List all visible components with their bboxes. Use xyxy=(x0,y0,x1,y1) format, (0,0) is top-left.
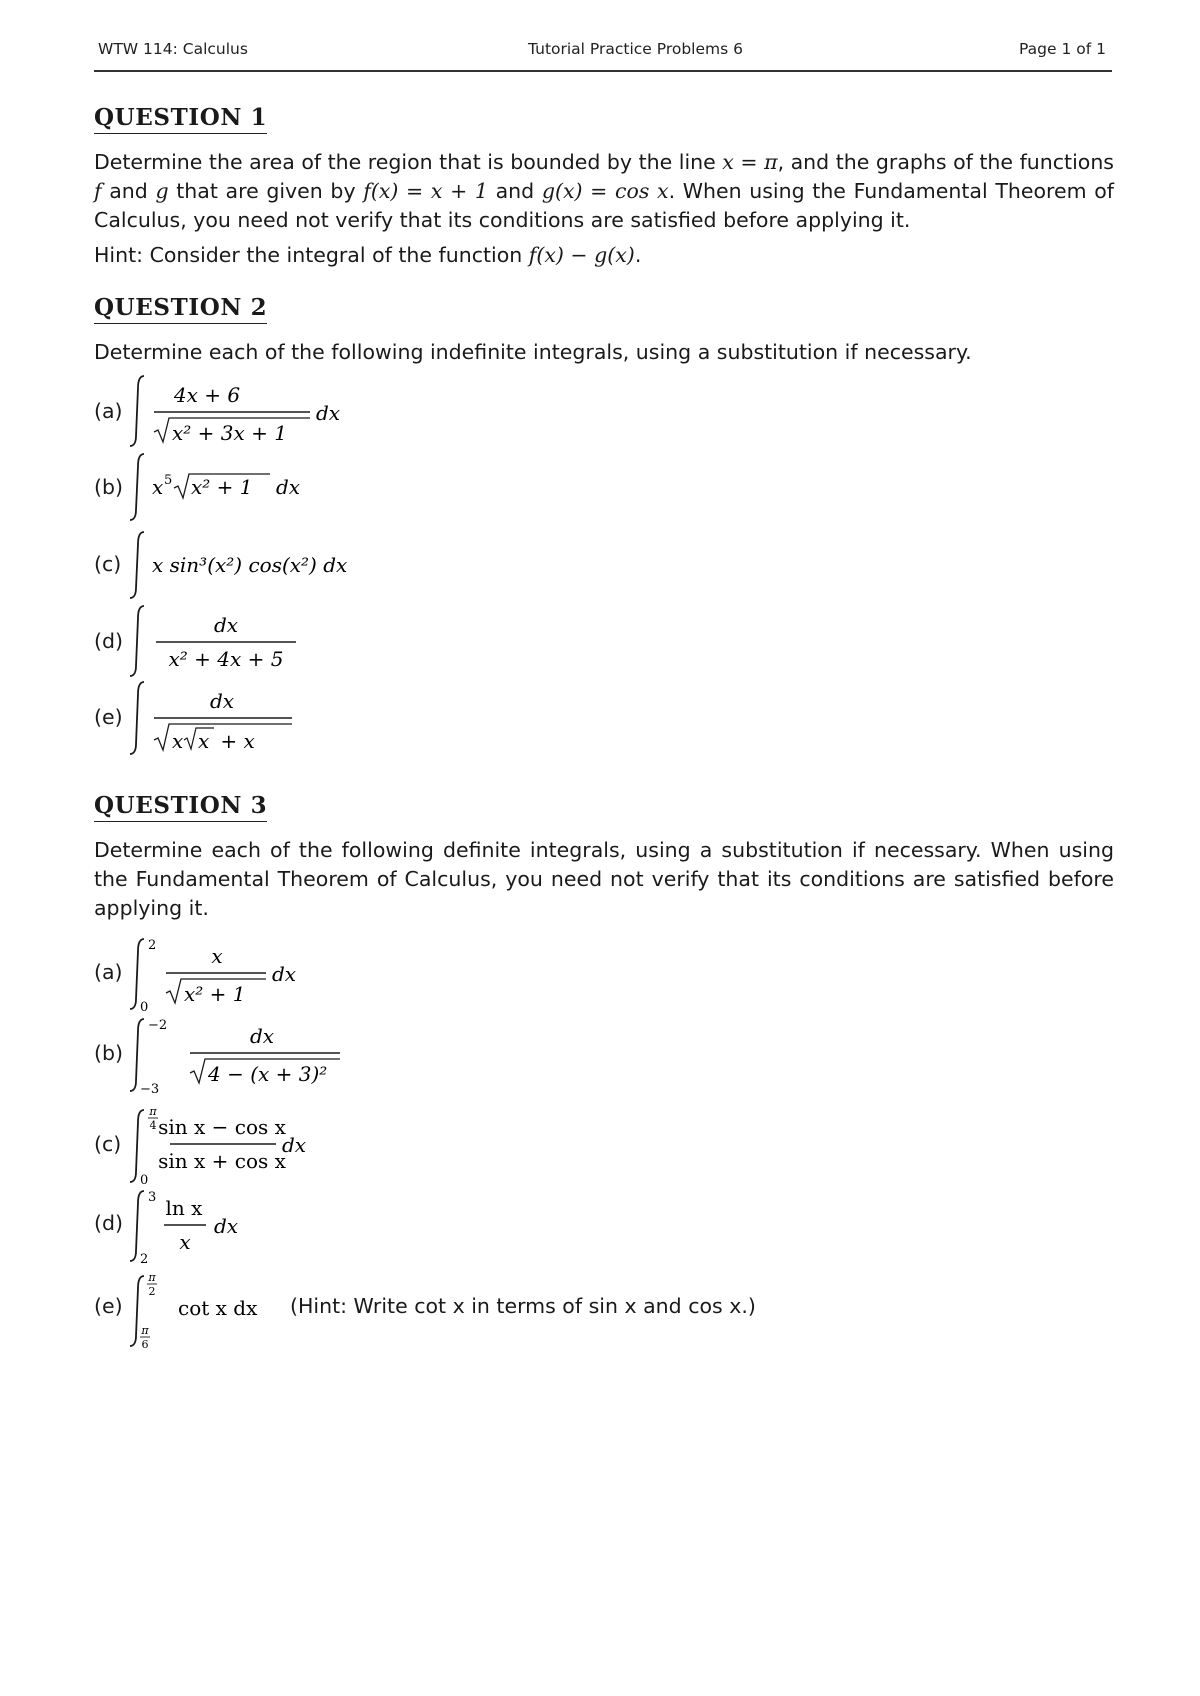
integral-sign xyxy=(130,606,144,676)
q2e-outer-x: x xyxy=(172,729,184,753)
integral-sign xyxy=(130,682,144,754)
q3c-numerator: sin x − cos x xyxy=(158,1115,286,1139)
q2d-label: (d) xyxy=(94,629,124,653)
integral-sign xyxy=(130,1191,144,1261)
q3b-formula xyxy=(130,1015,360,1097)
q3a-label: (a) xyxy=(94,960,123,984)
q2e-tail: + x xyxy=(214,729,255,753)
q3b-denominator: 4 − (x + 3)² xyxy=(208,1062,328,1086)
q3d-upper-limit: 3 xyxy=(148,1190,157,1205)
q3d-denominator: x xyxy=(179,1230,191,1254)
q3e-label: (e) xyxy=(94,1294,123,1318)
q2e-inner-x: x xyxy=(198,729,210,753)
q3a-numerator: x xyxy=(211,944,223,968)
q2b-radicand: x² + 1 xyxy=(191,475,253,499)
q2a-dx: dx xyxy=(316,401,341,425)
q3b-lower-limit: −3 xyxy=(140,1082,160,1097)
header-course: WTW 114: Calculus xyxy=(98,40,248,58)
q2a-numerator: 4x + 6 xyxy=(173,383,241,407)
q3a-dx: dx xyxy=(272,962,297,986)
q2e-numerator: dx xyxy=(209,689,235,713)
q3d-numerator: ln x xyxy=(165,1196,203,1220)
q3b-upper-limit: −2 xyxy=(148,1018,168,1033)
q2b-dx: dx xyxy=(276,475,301,499)
integral-sign xyxy=(130,1019,144,1091)
header-title: Tutorial Practice Problems 6 xyxy=(528,40,743,58)
q3c-lower-limit: 0 xyxy=(140,1173,149,1188)
q3c-formula xyxy=(130,1104,360,1188)
q3d-formula xyxy=(130,1187,260,1267)
q2b-base: x xyxy=(152,475,164,499)
q3e-upper-den: 2 xyxy=(148,1285,156,1298)
q2b-label: (b) xyxy=(94,475,124,499)
header-rule xyxy=(94,70,1112,72)
q3c-upper-pi: π xyxy=(149,1105,157,1118)
q2a-formula xyxy=(130,372,350,452)
q3c-label: (c) xyxy=(94,1132,122,1156)
q2e-formula xyxy=(130,680,310,760)
question-1-text: Determine the area of the region that is bounded by the line x = π, and the graphs of the functions f and g that are given by f(x) = x + 1 and g(x) = cos x. When using the Fundamental Theorem of Calculus, you need not verify that its conditions are satisfied before applying it. xyxy=(94,150,1114,232)
question-2-intro: Determine each of the following indefinite integrals, using a substitution if necessary. xyxy=(94,340,972,364)
q2a-denominator: x² + 3x + 1 xyxy=(172,421,287,445)
q3b-label: (b) xyxy=(94,1041,124,1065)
question-1-heading: QUESTION 1 xyxy=(94,106,267,134)
integral-sign xyxy=(130,1110,144,1182)
q3b-numerator: dx xyxy=(249,1024,275,1048)
question-1-hint: Hint: Consider the integral of the function f(x) − g(x). xyxy=(94,243,642,267)
integral-sign xyxy=(130,939,144,1009)
q2e-label: (e) xyxy=(94,705,123,729)
q3a-upper-limit: 2 xyxy=(148,938,157,953)
q2c-label: (c) xyxy=(94,552,122,576)
integral-sign xyxy=(130,532,144,598)
q2a-label: (a) xyxy=(94,399,123,423)
q3d-dx: dx xyxy=(214,1214,239,1238)
q3a-lower-limit: 0 xyxy=(140,1000,149,1015)
question-3-heading: QUESTION 3 xyxy=(94,794,267,822)
question-3-intro: Determine each of the following definite integrals, using a substitution if necessary. When using the Fundamental Theorem of Calculus, you need not verify that its conditions are satisfied before applying it. xyxy=(94,838,1114,920)
q3a-formula xyxy=(130,935,320,1015)
q3d-lower-limit: 2 xyxy=(140,1252,149,1267)
q3d-label: (d) xyxy=(94,1211,124,1235)
q3c-dx: dx xyxy=(282,1133,307,1157)
q2c-body: x sin³(x²) cos(x²) dx xyxy=(152,553,348,577)
q2d-denominator: x² + 4x + 5 xyxy=(168,647,284,671)
integral-sign xyxy=(130,454,144,520)
q3e-formula xyxy=(130,1270,270,1352)
q3e-hint: (Hint: Write cot x in terms of sin x and cos x.) xyxy=(290,1294,756,1318)
q2c-formula xyxy=(130,530,390,600)
integral-sign xyxy=(130,376,144,446)
q2b-formula xyxy=(130,452,320,522)
q2b-exponent: 5 xyxy=(164,473,173,488)
q3a-denominator: x² + 1 xyxy=(184,982,246,1006)
q3e-upper-pi: π xyxy=(148,1271,156,1284)
header-page-number: Page 1 of 1 xyxy=(1019,40,1106,58)
q3e-lower-den: 6 xyxy=(141,1338,149,1351)
q3e-body: cot x dx xyxy=(178,1296,258,1320)
q3c-upper-den: 4 xyxy=(149,1119,157,1132)
q3e-lower-pi: π xyxy=(141,1324,149,1337)
question-2-heading: QUESTION 2 xyxy=(94,296,267,324)
q3c-denominator: sin x + cos x xyxy=(158,1149,286,1173)
q2d-formula xyxy=(130,604,310,680)
q2d-numerator: dx xyxy=(213,613,239,637)
